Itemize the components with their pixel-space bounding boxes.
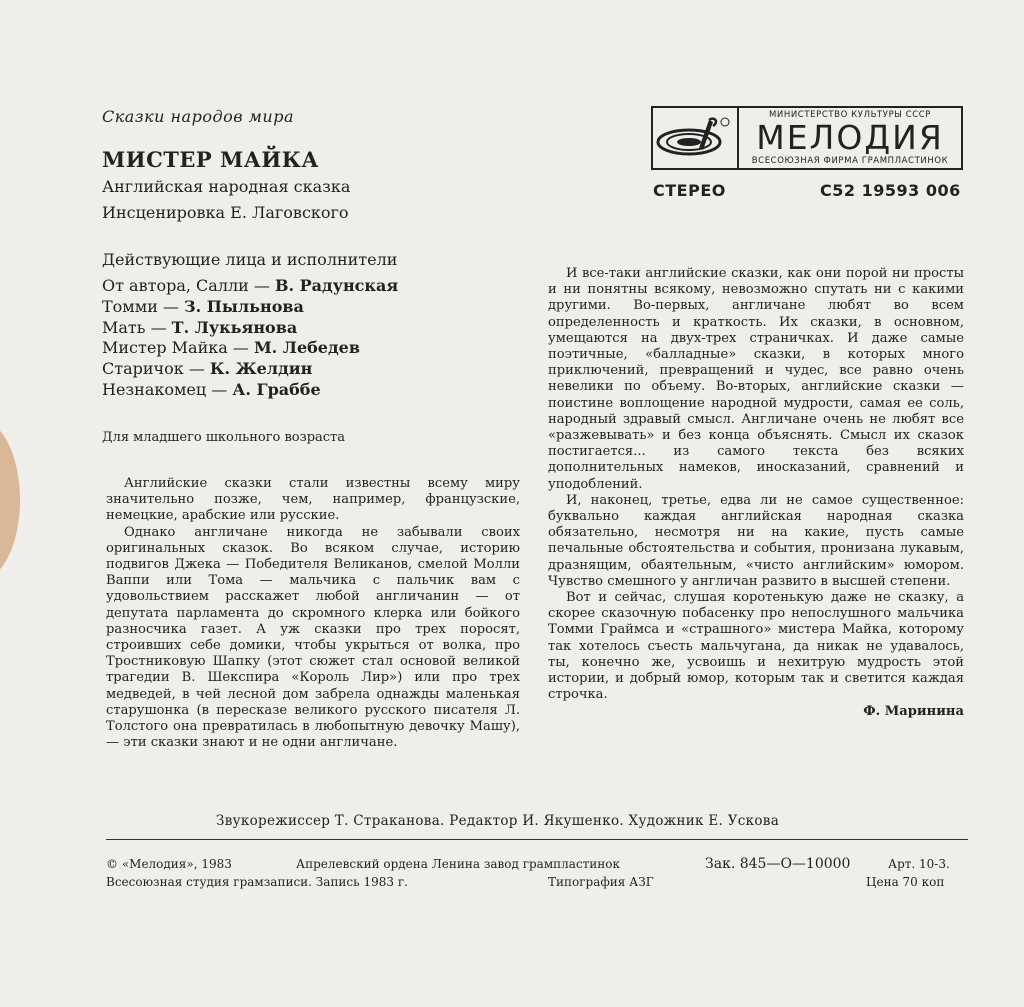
text-column-right	[548, 266, 964, 721]
logo-brand-name: МЕЛОДИЯ	[756, 118, 944, 157]
text-column-left	[106, 476, 520, 751]
logo-ministry-text: МИНИСТЕРСТВО КУЛЬТУРЫ СССР	[768, 110, 932, 120]
cast-item: От автора, Салли — В. Радунская	[102, 276, 399, 295]
paragraph: Однако англичане никогда не забывали своих оригинальных сказок. Во всяком случае, историю подвигов Джека — Победителя Великанов, смелой Молли Ваппи или Тома — мальчика с пальчик вам с удовольствием расскажет любой англичанин — от депутата парламента до скромного клерка или бойкого разносчика газет. А уж сказки про трех поросят, строивших себе домики, чтобы укрыться от волка, про Тростниковую Шапку (этот сюжет стал основой великой трагедии В. Шекспира «Король Лир») или про трех медведей, в чей лесной дом забрела однажды маленькая старушонка (в пересказе великого русского писателя Л. Толстого она превратилась в любопытную девочку Машу),— эти сказки знают и не одни англичане.	[106, 524, 520, 751]
age-note: Для младшего школьного возраста	[102, 430, 346, 445]
paragraph: Английские сказки стали известны всему миру значительно позже, чем, например, французские, немецкие, арабские или русские.	[106, 476, 520, 524]
cast-item: Старичок — К. Желдин	[102, 359, 313, 379]
credits-line: Звукорежиссер Т. Страканова. Редактор И. Якушенко. Художник Е. Ускова	[216, 813, 780, 829]
divider	[106, 839, 968, 840]
price: Цена 70 коп	[866, 875, 945, 889]
copyright: © «Мелодия», 1983	[106, 857, 232, 871]
series-title: Сказки народов мира	[102, 107, 294, 126]
studio-note: Всесоюзная студия грамзаписи. Запись 1983 г.	[106, 875, 408, 889]
article-number: Арт. 10-3.	[888, 857, 950, 871]
order-number: Зак. 845—О—10000	[705, 856, 851, 872]
logo-company-text: ВСЕСОЮЗНАЯ ФИРМА ГРАМПЛАСТИНОК	[751, 156, 949, 166]
melodiya-emblem-icon	[653, 108, 739, 168]
cast-item: Томми — З. Пыльнова	[102, 296, 304, 316]
paragraph: Вот и сейчас, слушая коротенькую даже не сказку, а скорее сказочную побасенку про непослушного мальчика Томми Граймса и «страшного» мистера Майка, которому так хотелось съесть мальчугана, да никак не удавалось, ты, конечно же, усвоишь и нехитрую мудрость этой истории, и добрый юмор, которым так и светится каждая строчка.	[548, 590, 964, 703]
paragraph: И, наконец, третье, едва ли не самое существенное: буквально каждая английская народная сказка обязательно, несмотря ни на какие, пусть самые печальные обстоятельства и события, пронизана лукавым, дразнящим, обаятельным, «чисто английским» юмором. Чувство смешного у англичан развито в высшей степени.	[548, 492, 964, 589]
paragraph: И все-таки английские сказки, как они порой ни просты и ни понятны всякому, невозможно спутать ни с какими другими. Во-первых, англичане любят во всем определенность и краткость. Их сказки, в основном, умещаются на двух-трех страничках. И даже самые поэтичные, «балладные» сказки, в которых много приключений, превращений и чудес, все равно очень невелики по объему. Во-вторых, английские сказки — поистине воплощение народной мудрости, самая ее соль, народный здравый смысл. Англичане очень не любят все «разжевывать» и без конца объяснять. Смысл их сказок постигается... из самого текста без всяких дополнительных намеков, иносказаний, сравнений и уподоблений.	[548, 266, 964, 492]
catalog-number: С52 19593 006	[820, 181, 961, 200]
melodiya-logo	[651, 106, 963, 170]
cast-list	[102, 276, 398, 401]
cast-heading: Действующие лица и исполнители	[102, 250, 398, 269]
typography-note: Типография АЗГ	[548, 875, 654, 889]
stereo-label: СТЕРЕО	[653, 181, 726, 200]
signature: Ф. Маринина	[863, 704, 964, 720]
plant-note: Апрелевский ордена Ленина завод грампластинок	[296, 857, 621, 871]
cast-item: Мистер Майка — М. Лебедев	[102, 338, 360, 358]
subtitle-genre: Английская народная сказка	[102, 177, 351, 196]
subtitle-adaptation: Инсценировка Е. Лаговского	[102, 203, 349, 222]
album-title: МИСТЕР МАЙКА	[102, 147, 319, 172]
record-disc-edge	[0, 420, 20, 580]
cast-item: Незнакомец — А. Граббе	[102, 379, 321, 399]
cast-item: Мать — Т. Лукьянова	[102, 317, 298, 337]
